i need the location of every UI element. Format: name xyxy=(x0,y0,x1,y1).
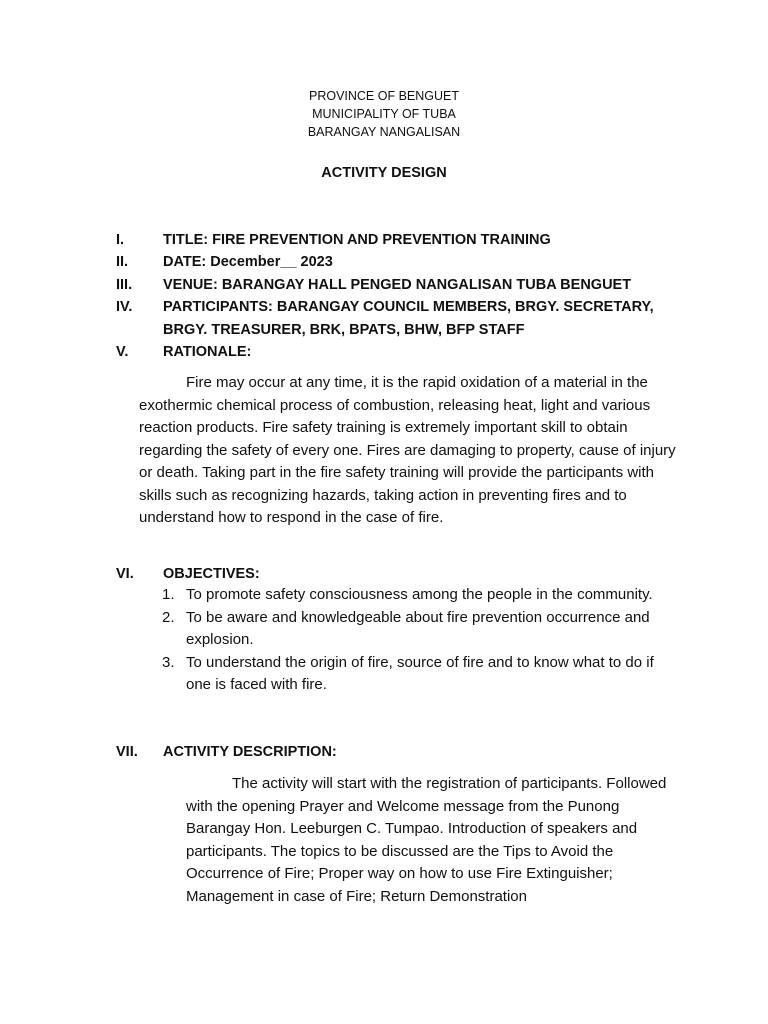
section-heading: OBJECTIVES: xyxy=(163,566,260,582)
objectives-list xyxy=(162,584,682,697)
section-heading: ACTIVITY DESCRIPTION: xyxy=(163,744,337,760)
header-province: PROVINCE OF BENGUET xyxy=(308,89,460,103)
section-participants xyxy=(116,296,696,341)
section-objectives xyxy=(116,563,696,586)
rationale-paragraph: Fire may occur at any time, it is the rapid oxidation of a material in the exothermic chemical process of combustion, releasing heat, light and various reaction products. Fire safety training is extremely important skill to obtain regarding the safety of every one. Fires are damaging to property, cause of injury or death. Taking part in the fire safety training will provide the participants with skills such as recognizing hazards, taking action in preventing fires and to understand how to respond in the case of fire. xyxy=(139,374,676,526)
activity-description-paragraph: The activity will start with the registration of participants. Followed with the opening Prayer and Welcome message from the Punong Barangay Hon. Leeburgen C. Tumpao. Introduction of speakers and participants. The topics to be discussed are the Tips to Avoid the Occurrence of Fire; Proper way on how to use Fire Extinguisher; Management in case of Fire; Return Demonstration xyxy=(186,775,667,905)
header-barangay: BARANGAY NANGALISAN xyxy=(307,125,461,139)
section-heading: PARTICIPANTS: BARANGAY COUNCIL MEMBERS, BRGY. SECRETARY, BRGY. TREASURER, BRK, BPATS, BHW, BFP STAFF xyxy=(163,299,654,338)
section-title xyxy=(116,229,696,252)
list-number: 1. xyxy=(162,586,175,603)
section-date xyxy=(116,251,696,274)
list-text: To be aware and knowledgeable about fire prevention occurrence and explosion. xyxy=(186,608,650,648)
list-number: 2. xyxy=(162,608,175,626)
section-activity-description xyxy=(116,741,696,764)
section-rationale xyxy=(116,341,696,364)
list-item xyxy=(162,607,682,652)
list-number: 3. xyxy=(162,653,175,671)
list-text: To understand the origin of fire, source of fire and to know what to do if one is faced with fire. xyxy=(186,653,654,693)
list-text: To promote safety consciousness among the people in the community. xyxy=(186,586,653,603)
section-number: VI. xyxy=(116,566,134,582)
section-number: III. xyxy=(116,277,133,293)
document-title: ACTIVITY DESIGN xyxy=(321,165,447,181)
list-item xyxy=(162,584,682,607)
section-number: II. xyxy=(116,254,129,270)
section-number: V. xyxy=(116,344,129,360)
section-heading: DATE: December__ 2023 xyxy=(163,254,333,270)
section-number: I. xyxy=(116,232,125,248)
section-venue xyxy=(116,274,696,297)
section-number: VII. xyxy=(116,744,138,760)
section-heading: VENUE: BARANGAY HALL PENGED NANGALISAN TUBA BENGUET xyxy=(163,277,632,293)
section-heading: TITLE: FIRE PREVENTION AND PREVENTION TRAINING xyxy=(163,232,551,248)
list-item xyxy=(162,652,682,697)
document-header xyxy=(0,87,768,141)
header-municipality: MUNICIPALITY OF TUBA xyxy=(312,107,456,121)
section-number: IV. xyxy=(116,299,133,315)
section-heading: RATIONALE: xyxy=(163,344,252,360)
